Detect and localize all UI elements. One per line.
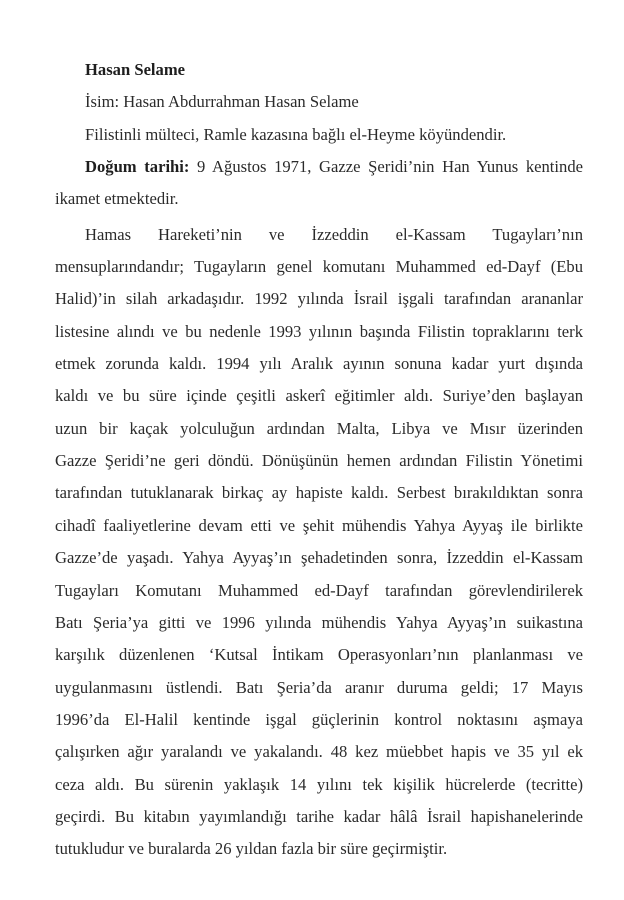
book-page <box>55 57 583 869</box>
birth-label: Doğum tarihi: <box>85 157 190 177</box>
biography-line: 1996’da El-Halil kentinde işgal güçlerinin kontrol noktasını aşmaya <box>55 709 583 729</box>
biography-line: tarafından tutuklanarak birkaç ay hapiste kaldı. Serbest bırakıldıktan sonra <box>55 483 583 503</box>
biography-paragraph <box>55 222 583 869</box>
birth-details: 9 Ağustos 1971, Gazze Şeridi’nin Han Yunus kentinde <box>189 157 583 177</box>
birth-line-continued: ikamet etmektedir. <box>55 189 179 209</box>
biography-line: Hamas Hareketi’nin ve İzzeddin el-Kassam Tugayları’nın <box>85 224 583 244</box>
biography-line: uzun bir kaçak yolculuğun ardından Malta, Libya ve Mısır üzerinden <box>55 418 583 438</box>
full-name-line: İsim: Hasan Abdurrahman Hasan Selame <box>85 92 359 112</box>
biography-line: cihadî faaliyetlerine devam etti ve şehit mühendis Yahya Ayyaş ile birlikte <box>55 515 583 535</box>
biography-line: uygulanmasını üstlendi. Batı Şeria’da aranır duruma geldi; 17 Mayıs <box>55 677 583 697</box>
biography-line: Gazze’de yaşadı. Yahya Ayyaş’ın şehadetinden sonra, İzzeddin el-Kassam <box>55 548 583 568</box>
biography-line: etmek zorunda kaldı. 1994 yılı Aralık ayının sonuna kadar yurt dışında <box>55 354 583 374</box>
origin-line: Filistinli mülteci, Ramle kazasına bağlı el-Heyme köyündendir. <box>85 124 507 144</box>
biography-line: karşılık düzenlenen ‘Kutsal İntikam Operasyonları’nın planlanması ve <box>55 645 583 665</box>
biography-line: Tugayları Komutanı Muhammed ed-Dayf tarafından görevlendirilerek <box>55 580 583 600</box>
biography-line: geçirdi. Bu kitabın yayımlandığı tarihe kadar hâlâ İsrail hapishanelerinde <box>55 806 583 826</box>
birth-line <box>55 154 583 186</box>
biography-line: Batı Şeria’ya gitti ve 1996 yılında mühendis Yahya Ayyaş’ın suikastına <box>55 612 583 632</box>
biography-line: Gazze Şeridi’ne geri döndü. Dönüşünün hemen ardından Filistin Yönetimi <box>55 451 583 471</box>
biography-line: Halid)’in silah arkadaşıdır. 1992 yılında İsrail işgali tarafından arananlar <box>55 289 583 309</box>
biography-line: ceza aldı. Bu sürenin yaklaşık 14 yılını tek kişilik hücrelerde (tecritte) <box>55 774 583 794</box>
biography-line: listesine alındı ve bu nedenle 1993 yılının başında Filistin topraklarını terk <box>55 321 583 341</box>
biography-line: kaldı ve bu süre içinde çeşitli askerî eğitimler aldı. Suriye’den başlayan <box>55 386 583 406</box>
section-title: Hasan Selame <box>85 60 186 79</box>
biography-line: çalışırken ağır yaralandı ve yakalandı. 48 kez müebbet hapis ve 35 yıl ek <box>55 742 583 762</box>
biography-line: mensuplarındandır; Tugayların genel komutanı Muhammed ed-Dayf (Ebu <box>55 257 583 277</box>
biography-line: tutukludur ve buralarda 26 yıldan fazla bir süre geçirmiştir. <box>55 839 448 859</box>
